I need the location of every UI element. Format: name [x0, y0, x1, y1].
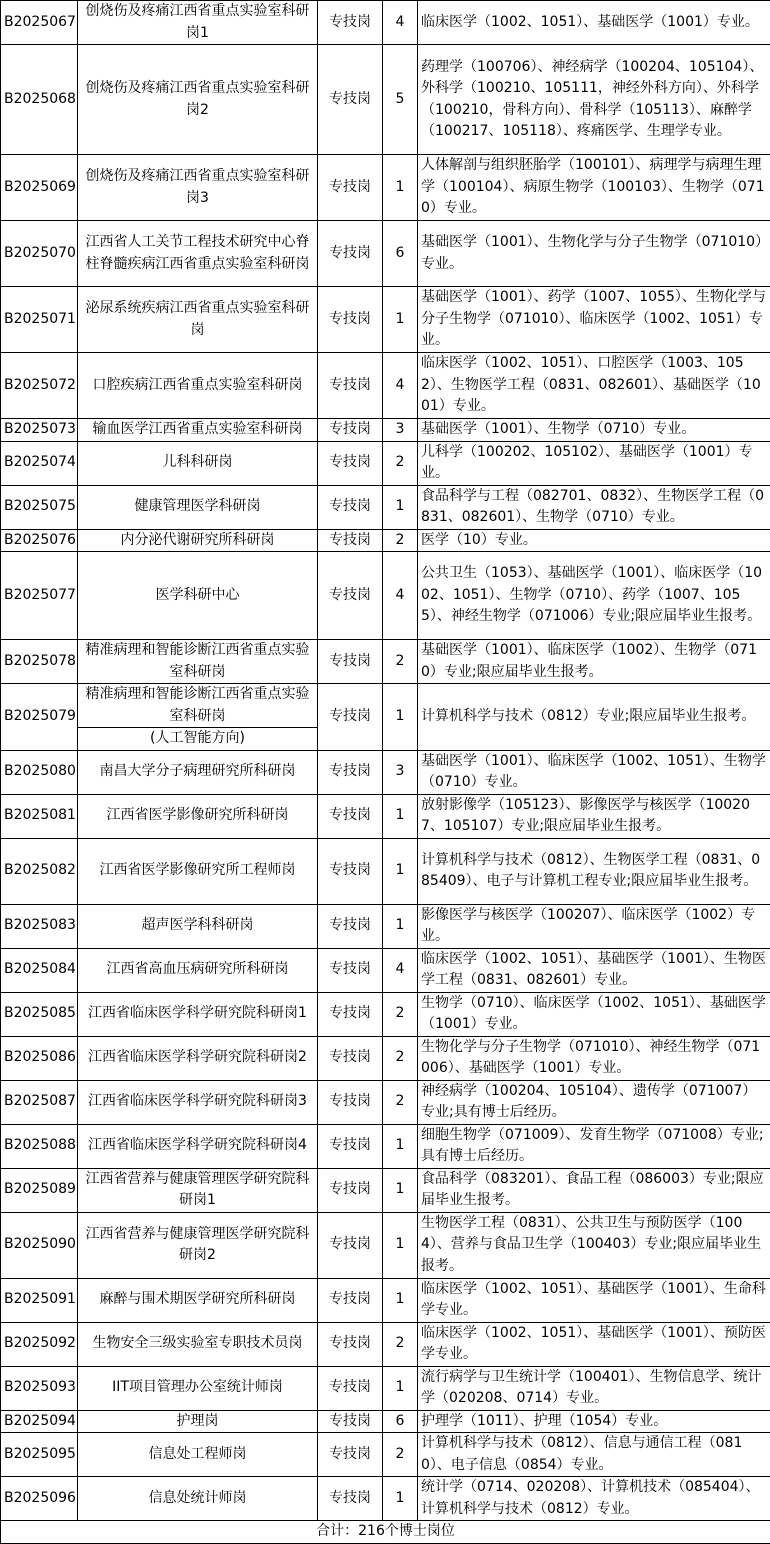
position-code: B2025067 [1, 1, 78, 45]
position-name: 信息处工程师岗 [78, 1433, 318, 1477]
table-row [1, 904, 770, 948]
position-type: 专技岗 [318, 1080, 383, 1124]
position-count: 1 [383, 287, 418, 353]
position-type: 专技岗 [318, 1278, 383, 1322]
position-name: 超声医学科科研岗 [78, 904, 318, 948]
position-name: 江西省高血压病研究所科研岗 [78, 948, 318, 992]
position-code: B2025081 [1, 794, 78, 838]
table-row [1, 1366, 770, 1410]
position-count: 2 [383, 1080, 418, 1124]
position-code: B2025070 [1, 221, 78, 287]
position-count: 1 [383, 838, 418, 904]
table-row [1, 1, 770, 45]
position-code: B2025095 [1, 1433, 78, 1477]
position-requirements: 基础医学（1001）、生物学（0710）专业。 [418, 419, 770, 442]
table-row [1, 1433, 770, 1477]
position-name: 护理岗 [78, 1410, 318, 1433]
position-count: 1 [383, 1124, 418, 1168]
position-count: 1 [383, 155, 418, 221]
position-count: 1 [383, 1168, 418, 1212]
position-requirements: 计算机科学与技术（0812）、生物医学工程（0831、085409）、电子与计算机工程专业;限应届毕业生报考。 [418, 838, 770, 904]
position-requirements: 生物医学工程（0831）、公共卫生与预防医学（1004）、营养与食品卫生学（100403）专业;限应届毕业生报考。 [418, 1212, 770, 1278]
position-count: 2 [383, 1322, 418, 1366]
table-row [1, 287, 770, 353]
position-code: B2025087 [1, 1080, 78, 1124]
position-type: 专技岗 [318, 640, 383, 684]
table-row [1, 1124, 770, 1168]
position-code: B2025091 [1, 1278, 78, 1322]
position-requirements: 临床医学（1002、1051）、基础医学（1001）、预防医学专业。 [418, 1322, 770, 1366]
position-name: 江西省医学影像研究所科研岗 [78, 794, 318, 838]
position-type: 专技岗 [318, 1212, 383, 1278]
position-name: 江西省医学影像研究所工程师岗 [78, 838, 318, 904]
position-requirements: 基础医学（1001）、药学（1007、1055）、生物化学与分子生物学（071010）、临床医学（1002、1051）专业。 [418, 287, 770, 353]
position-code: B2025069 [1, 155, 78, 221]
position-code: B2025075 [1, 485, 78, 529]
position-requirements: 基础医学（1001）、临床医学（1002、1051）、生物学（0710）专业。 [418, 750, 770, 794]
position-count: 1 [383, 794, 418, 838]
table-row [1, 485, 770, 529]
position-count: 2 [383, 640, 418, 684]
position-count: 3 [383, 419, 418, 442]
position-name: 信息处统计师岗 [78, 1477, 318, 1521]
position-name: 江西省营养与健康管理医学研究院科研岗2 [78, 1212, 318, 1278]
position-code: B2025086 [1, 1036, 78, 1080]
position-code: B2025084 [1, 948, 78, 992]
position-type: 专技岗 [318, 838, 383, 904]
position-code: B2025071 [1, 287, 78, 353]
position-count: 1 [383, 684, 418, 751]
position-name: 江西省临床医学科学研究院科研岗2 [78, 1036, 318, 1080]
position-name: 创烧伤及疼痛江西省重点实验室科研岗1 [78, 1, 318, 45]
position-name: 江西省临床医学科学研究院科研岗1 [78, 992, 318, 1036]
position-type: 专技岗 [318, 552, 383, 640]
table-row [1, 45, 770, 155]
position-name: 内分泌代谢研究所科研岗 [78, 529, 318, 552]
position-type: 专技岗 [318, 1322, 383, 1366]
position-requirements: 计算机科学与技术（0812）、信息与通信工程（0810）、电子信息（0854）专业。 [418, 1433, 770, 1477]
position-type: 专技岗 [318, 287, 383, 353]
table-row [1, 552, 770, 640]
position-count: 2 [383, 992, 418, 1036]
position-requirements: 食品科学（083201）、食品工程（086003）专业;限应届毕业生报考。 [418, 1168, 770, 1212]
position-count: 1 [383, 485, 418, 529]
table-row [1, 1477, 770, 1521]
position-type: 专技岗 [318, 750, 383, 794]
position-count: 3 [383, 750, 418, 794]
table-row [1, 1168, 770, 1212]
position-code: B2025089 [1, 1168, 78, 1212]
position-name: 南昌大学分子病理研究所科研岗 [78, 750, 318, 794]
position-code: B2025094 [1, 1410, 78, 1433]
table-row [1, 529, 770, 552]
position-requirements: 公共卫生（1053）、基础医学（1001）、临床医学（1002、1051）、生物学（0710）、药学（1007、1055）、神经生物学（071006）专业;限应届毕业生报考。 [418, 552, 770, 640]
position-requirements: 临床医学（1002、1051）、基础医学（1001）、生物医学工程（0831、082601）专业。 [418, 948, 770, 992]
position-requirements: 护理学（1011）、护理（1054）专业。 [418, 1410, 770, 1433]
position-type: 专技岗 [318, 441, 383, 485]
position-type: 专技岗 [318, 1477, 383, 1521]
position-type: 专技岗 [318, 419, 383, 442]
position-code: B2025096 [1, 1477, 78, 1521]
table-row [1, 750, 770, 794]
position-requirements: 细胞生物学（071009）、发育生物学（071008）专业;具有博士后经历。 [418, 1124, 770, 1168]
table-row [1, 684, 770, 751]
position-name: 麻醉与围术期医学研究所科研岗 [78, 1278, 318, 1322]
table-row [1, 1036, 770, 1080]
table-row [1, 992, 770, 1036]
position-count: 2 [383, 1036, 418, 1080]
position-name: 江西省临床医学科学研究院科研岗3 [78, 1080, 318, 1124]
position-requirements: 儿科学（100202、105102）、基础医学（1001）专业。 [418, 441, 770, 485]
position-type: 专技岗 [318, 45, 383, 155]
position-count: 2 [383, 1433, 418, 1477]
position-type: 专技岗 [318, 221, 383, 287]
position-name: 口腔疾病江西省重点实验室科研岗 [78, 353, 318, 419]
position-code: B2025080 [1, 750, 78, 794]
position-requirements: 神经病学（100204、105104）、遗传学（071007）专业;具有博士后经历。 [418, 1080, 770, 1124]
position-type: 专技岗 [318, 904, 383, 948]
position-requirements: 基础医学（1001）、临床医学（1002）、生物学（0710）专业;限应届毕业生报考。 [418, 640, 770, 684]
position-name: 泌尿系统疾病江西省重点实验室科研岗 [78, 287, 318, 353]
position-name: 医学科研中心 [78, 552, 318, 640]
position-type: 专技岗 [318, 1410, 383, 1433]
position-count: 5 [383, 45, 418, 155]
position-code: B2025082 [1, 838, 78, 904]
table-row [1, 1410, 770, 1433]
position-code: B2025090 [1, 1212, 78, 1278]
position-type: 专技岗 [318, 794, 383, 838]
position-name: 创烧伤及疼痛江西省重点实验室科研岗2 [78, 45, 318, 155]
total-summary: 合计：216个博士岗位 [1, 1521, 770, 1544]
position-count: 1 [383, 904, 418, 948]
position-name: IIT项目管理办公室统计师岗 [78, 1366, 318, 1410]
table-row [1, 221, 770, 287]
position-type: 专技岗 [318, 485, 383, 529]
position-type: 专技岗 [318, 992, 383, 1036]
position-type: 专技岗 [318, 1366, 383, 1410]
position-code: B2025072 [1, 353, 78, 419]
table-row [1, 1278, 770, 1322]
position-requirements: 放射影像学（105123）、影像医学与核医学（100207、105107）专业;限应届毕业生报考。 [418, 794, 770, 838]
position-name: 精准病理和智能诊断江西省重点实验室科研岗 [78, 640, 318, 684]
position-name: 精准病理和智能诊断江西省重点实验室科研岗 [86, 686, 310, 724]
position-requirements: 计算机科学与技术（0812）专业;限应届毕业生报考。 [418, 684, 770, 751]
position-type: 专技岗 [318, 353, 383, 419]
table-row [1, 353, 770, 419]
position-code: B2025083 [1, 904, 78, 948]
position-name: 生物安全三级实验室专职技术员岗 [78, 1322, 318, 1366]
position-code: B2025074 [1, 441, 78, 485]
position-requirements: 流行病学与卫生统计学（100401）、生物信息学、统计学（020208、0714）专业。 [418, 1366, 770, 1410]
position-count: 1 [383, 1278, 418, 1322]
table-row [1, 640, 770, 684]
position-code: B2025073 [1, 419, 78, 442]
position-name: 江西省临床医学科学研究院科研岗4 [78, 1124, 318, 1168]
position-name: 江西省人工关节工程技术研究中心脊柱脊髓疾病江西省重点实验室科研岗 [78, 221, 318, 287]
table-row [1, 441, 770, 485]
position-count: 4 [383, 1, 418, 45]
position-code: B2025093 [1, 1366, 78, 1410]
position-name: 江西省营养与健康管理医学研究院科研岗1 [78, 1168, 318, 1212]
table-row [1, 419, 770, 442]
position-requirements: 临床医学（1002、1051）、基础医学（1001）专业。 [418, 1, 770, 45]
position-name-direction: (人工智能方向) [78, 727, 317, 750]
position-count: 4 [383, 948, 418, 992]
position-count: 1 [383, 1366, 418, 1410]
position-code: B2025092 [1, 1322, 78, 1366]
position-type: 专技岗 [318, 1433, 383, 1477]
position-code: B2025078 [1, 640, 78, 684]
position-requirements: 生物化学与分子生物学（071010）、神经生物学（071006）、基础医学（1001）专业。 [418, 1036, 770, 1080]
position-type: 专技岗 [318, 948, 383, 992]
position-requirements: 生物学（0710）、临床医学（1002、1051）、基础医学（1001）专业。 [418, 992, 770, 1036]
table-row [1, 794, 770, 838]
position-name: 创烧伤及疼痛江西省重点实验室科研岗3 [78, 155, 318, 221]
table-row [1, 155, 770, 221]
table-row [1, 1212, 770, 1278]
position-code: B2025068 [1, 45, 78, 155]
table-row [1, 1322, 770, 1366]
table-row [1, 1080, 770, 1124]
position-count: 6 [383, 221, 418, 287]
positions-table-body [1, 1, 770, 1544]
position-requirements: 食品科学与工程（082701、0832）、生物医学工程（0831、082601）、生物学（0710）专业。 [418, 485, 770, 529]
position-count: 4 [383, 552, 418, 640]
position-type: 专技岗 [318, 1, 383, 45]
position-type: 专技岗 [318, 529, 383, 552]
position-count: 2 [383, 441, 418, 485]
position-requirements: 统计学（0714、020208）、计算机技术（085404）、计算机科学与技术（0812）专业。 [418, 1477, 770, 1521]
table-total-row [1, 1521, 770, 1544]
position-type: 专技岗 [318, 1036, 383, 1080]
position-name: 健康管理医学科研岗 [78, 485, 318, 529]
table-row [1, 948, 770, 992]
position-requirements: 影像医学与核医学（100207）、临床医学（1002）专业。 [418, 904, 770, 948]
position-requirements: 医学（10）专业。 [418, 529, 770, 552]
position-count: 1 [383, 1477, 418, 1521]
position-requirements: 临床医学（1002、1051）、基础医学（1001）、生命科学专业。 [418, 1278, 770, 1322]
position-count: 4 [383, 353, 418, 419]
position-type: 专技岗 [318, 684, 383, 751]
position-type: 专技岗 [318, 155, 383, 221]
position-count: 6 [383, 1410, 418, 1433]
position-code: B2025077 [1, 552, 78, 640]
position-code: B2025085 [1, 992, 78, 1036]
position-code: B2025079 [1, 684, 78, 751]
position-type: 专技岗 [318, 1124, 383, 1168]
position-type: 专技岗 [318, 1168, 383, 1212]
position-requirements: 临床医学（1002、1051）、口腔医学（1003、1052）、生物医学工程（0831、082601）、基础医学（1001）专业。 [418, 353, 770, 419]
position-code: B2025076 [1, 529, 78, 552]
position-requirements: 人体解剖与组织胚胎学（100101）、病理学与病理生理学（100104）、病原生物学（100103）、生物学（0710）专业。 [418, 155, 770, 221]
position-name-cell [78, 684, 318, 751]
position-requirements: 药理学（100706）、神经病学（100204、105104）、外科学（100210、105111，神经外科方向）、外科学（100210，骨科方向）、骨科学（105113）、麻醉学（100217、105118）、疼痛医学、生理学专业。 [418, 45, 770, 155]
position-count: 2 [383, 529, 418, 552]
position-requirements: 基础医学（1001）、生物化学与分子生物学（071010）专业。 [418, 221, 770, 287]
position-name: 输血医学江西省重点实验室科研岗 [78, 419, 318, 442]
table-row [1, 838, 770, 904]
position-name: 儿科科研岗 [78, 441, 318, 485]
position-code: B2025088 [1, 1124, 78, 1168]
position-count: 1 [383, 1212, 418, 1278]
